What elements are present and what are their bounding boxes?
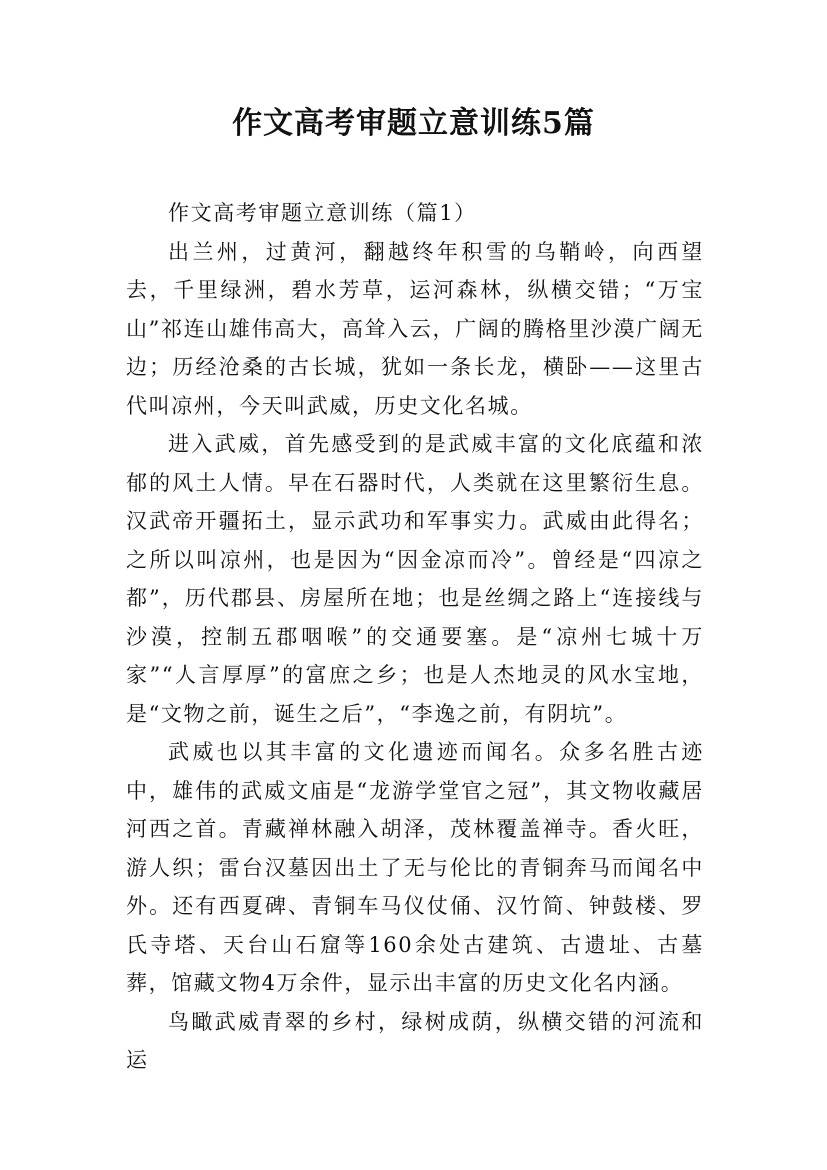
paragraph: 出兰州，过黄河，翻越终年积雪的乌鞘岭，向西望去，千里绿洲，碧水芳草，运河森林，纵横交错；“万宝山”祁连山雄伟高大，高耸入云，广阔的腾格里沙漠广阔无边；历经沧桑的古长城，犹如一条长龙，横卧——这里古代叫凉州，今天叫武威，历史文化名城。: [126, 239, 704, 418]
document-title: 作文高考审题立意训练5篇: [232, 106, 595, 141]
section-heading: 作文高考审题立意训练（篇1）: [168, 201, 477, 225]
paragraph: 武威也以其丰富的文化遗迹而闻名。众多名胜古迹中，雄伟的武威文庙是“龙游学堂官之冠”，其文物收藏居河西之首。青藏禅林融入胡泽，茂林覆盖禅寺。香火旺，游人织；雷台汉墓因出土了无与伦比的青铜奔马而闻名中外。还有西夏碑、青铜车马仪仗俑、汉竹简、钟鼓楼、罗氏寺塔、天台山石窟等160余处古建筑、古遗址、古墓葬，馆藏文物4万余件，显示出丰富的历史文化名内涵。: [126, 740, 704, 995]
paragraph: 鸟瞰武威青翠的乡村，绿树成荫，纵横交错的河流和运: [126, 1009, 704, 1072]
document-body: [126, 194, 704, 1080]
paragraph: 进入武威，首先感受到的是武威丰富的文化底蕴和浓郁的风土人情。早在石器时代，人类就在这里繁衍生息。汉武帝开疆拓土，显示武功和军事实力。武威由此得名；之所以叫凉州，也是因为“因金凉而冷”。曾经是“四凉之都”，历代郡县、房屋所在地；也是丝绸之路上“连接线与沙漠，控制五郡咽喉”的交通要塞。是“凉州七城十万家”“人言厚厚”的富庶之乡；也是人杰地灵的风水宝地，是“文物之前，诞生之后”，“李逸之前，有阴坑”。: [126, 432, 704, 726]
